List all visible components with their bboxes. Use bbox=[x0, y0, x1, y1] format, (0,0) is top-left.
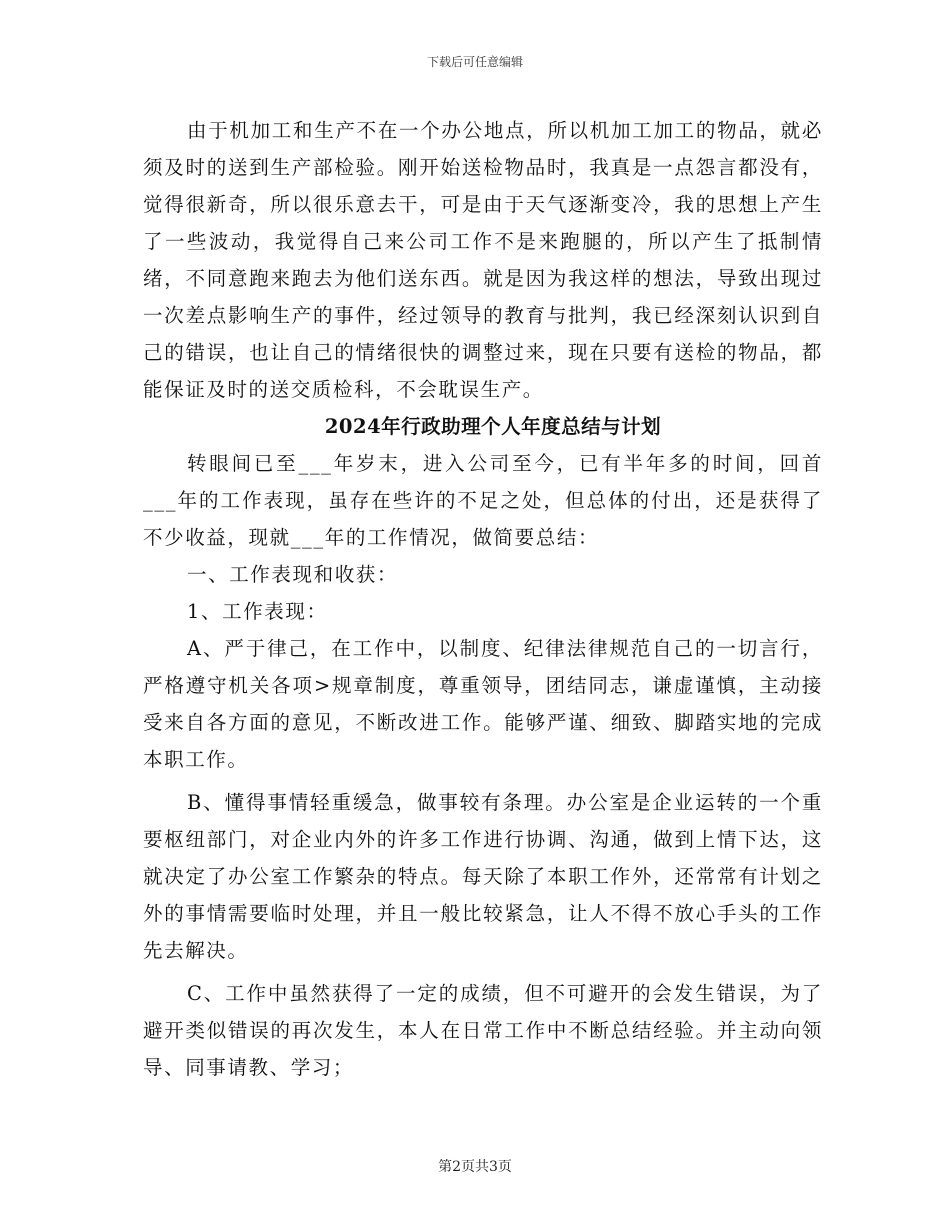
document-title: 2024年行政助理个人年度总结与计划 bbox=[324, 415, 662, 438]
page-header: 下载后可任意编辑 bbox=[426, 55, 523, 69]
paragraph-opening: 转眼间已至___年岁末，进入公司至今，已有半年多的时间，回首___年的工作表现，虽存在些许的不足之处，但总体的付出，还是获得了不少收益，现就___年的工作情况，做简要总结： bbox=[143, 452, 823, 549]
page-footer: 第2页共3页 bbox=[438, 1159, 512, 1175]
intro-paragraph: 由于机加工和生产不在一个办公地点，所以机加工加工的物品，就必须及时的送到生产部检验。刚开始送检物品时，我真是一点怨言都没有，觉得很新奇，所以很乐意去干，可是由于天气逐渐变冷，我的思想上产生了一些波动，我觉得自己来公司工作不是来跑腿的，所以产生了抵制情绪，不同意跑来跑去为他们送东西。就是因为我这样的想法，导致出现过一次差点影响生产的事件，经过领导的教育与批判，我已经深刻认识到自己的错误，也让自己的情绪很快的调整过来，现在只要有送检的物品，都能保证及时的送交质检科，不会耽误生产。 bbox=[143, 119, 823, 401]
paragraph-a: A、严于律己，在工作中，以制度、纪律法律规范自己的一切言行，严格遵守机关各项>规章制度，尊重领导，团结同志，谦虚谨慎，主动接受来自各方面的意见，不断改进工作。能够严谨、细致、脚踏实地的完成本职工作。 bbox=[143, 637, 823, 771]
paragraph-b: B、懂得事情轻重缓急，做事较有条理。办公室是企业运转的一个重要枢纽部门，对企业内外的许多工作进行协调、沟通，做到上情下达，这就决定了办公室工作繁杂的特点。每天除了本职工作外，还常常有计划之外的事情需要临时处理，并且一般比较紧急，让人不得不放心手头的工作先去解决。 bbox=[143, 791, 823, 962]
section-heading: 一、工作表现和收获： bbox=[187, 563, 399, 586]
paragraph-c: C、工作中虽然获得了一定的成绩，但不可避开的会发生错误，为了避开类似错误的再次发生，本人在日常工作中不断总结经验。并主动向领导、同事请教、学习； bbox=[143, 982, 823, 1079]
document-body bbox=[143, 112, 823, 1086]
subsection-heading: 1、工作表现： bbox=[187, 600, 328, 623]
